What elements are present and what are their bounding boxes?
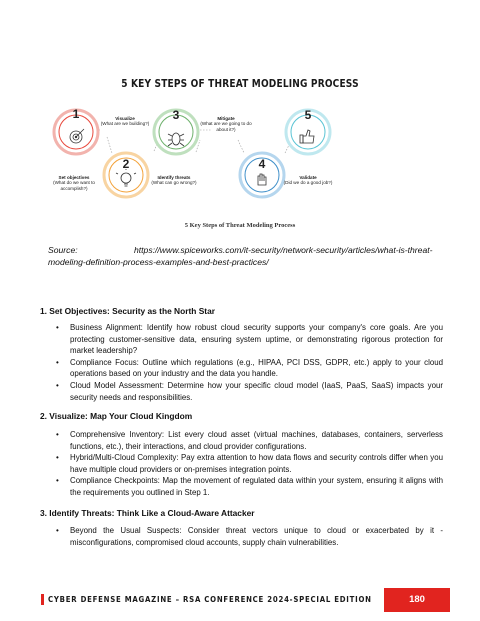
source-label: Source: [48, 245, 78, 255]
list-item: • Compliance Focus: Outline which regulations (e.g., HIPAA, PCI DSS, GDPR, etc.) apply to your cloud operations based on your industry and the data you handle. [48, 357, 443, 380]
section-2-heading: 2. Visualize: Map Your Cloud Kingdom [40, 411, 193, 421]
svg-text:2: 2 [122, 157, 130, 171]
section-3-list [48, 525, 443, 548]
figure-caption: 5 Key Steps of Threat Modeling Process [184, 222, 296, 229]
label-visualize: Visualize (What are we building?) [100, 116, 150, 127]
step-4-circle [240, 153, 284, 197]
list-item: • Business Alignment: Identify how robust cloud security supports your company's core goals. Are you protecting customer-sensitive data, ensuring system uptime, or demonstrating rigorous protection for market leadership? [48, 322, 443, 357]
label-identify-threats: Identify threats (What can go wrong?) [151, 175, 197, 186]
source-line [48, 244, 443, 268]
list-item: • Compliance Checkpoints: Map the movement of regulated data within your system, ensuring it aligns with the requirements you outlined in Step 1. [48, 475, 443, 498]
svg-text:1: 1 [72, 107, 80, 121]
page-number: 180 [384, 588, 450, 612]
svg-text:3: 3 [172, 108, 180, 122]
step-3-circle [154, 108, 198, 154]
label-set-objectives: Set objectives (What do we want to accomplish?) [53, 175, 95, 191]
section-1-heading: 1. Set Objectives: Security as the North Star [40, 306, 216, 316]
svg-text:5: 5 [304, 108, 312, 122]
list-item: • Cloud Model Assessment: Determine how your specific cloud model (IaaS, PaaS, SaaS) impacts your security needs and responsibilities. [48, 380, 443, 403]
label-validate: Validate (Did we do a good job?) [283, 175, 333, 186]
step-5-circle [286, 108, 330, 154]
step-1-circle [54, 107, 98, 154]
footer-accent-bar [41, 594, 44, 605]
svg-text:4: 4 [258, 157, 266, 171]
list-item: • Beyond the Usual Suspects: Consider threat vectors unique to cloud or exacerbated by it - misconfigurations, compromised cloud accounts, supply chain vulnerabilities. [48, 525, 443, 548]
section-1-list [48, 322, 443, 403]
section-2-list [48, 429, 443, 499]
footer-magazine-title: CYBER DEFENSE MAGAZINE – RSA CONFERENCE 2024-SPECIAL EDITION [48, 594, 372, 604]
list-item: • Hybrid/Multi-Cloud Complexity: Pay extra attention to how data flows and security controls differ when you have multiple cloud providers or on-premises integration points. [48, 452, 443, 475]
section-3-heading: 3. Identify Threats: Think Like a Cloud-Aware Attacker [40, 508, 255, 518]
threat-modeling-diagram [40, 95, 440, 220]
list-item: • Comprehensive Inventory: List every cloud asset (virtual machines, databases, containers, serverless functions, etc.), their interactions, and cloud provider configurations. [48, 429, 443, 452]
label-mitigate: Mitigate (What are we going to do about it?) [200, 116, 252, 132]
step-2-circle [104, 153, 148, 197]
connector-lines [87, 130, 318, 153]
infographic-title: 5 KEY STEPS OF THREAT MODELING PROCESS [121, 78, 359, 90]
source-link[interactable]: https://www.spiceworks.com/it-security/network-security/articles/what-is-threat-modeling-definition-process-examples-and-best-practices/ [48, 245, 433, 267]
